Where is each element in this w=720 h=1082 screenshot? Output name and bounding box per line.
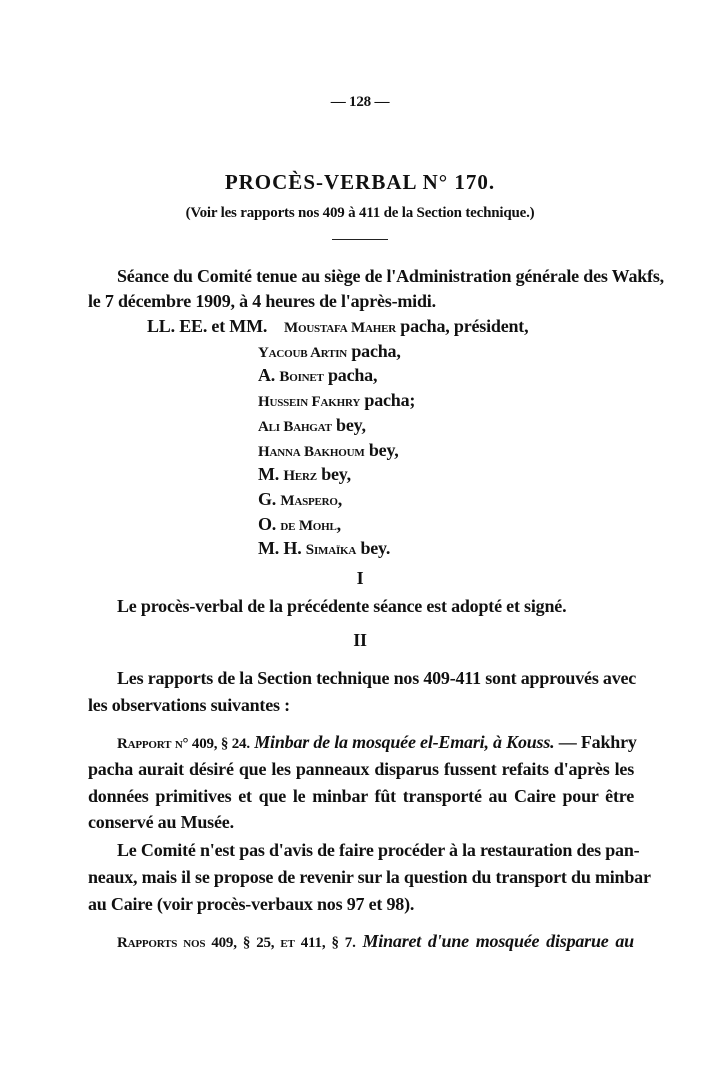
intro-line-1: Séance du Comité tenue au siège de l'Administration générale des Wakfs, [117,266,664,286]
attendee-title: bey, [331,414,366,435]
attendee-name: Yacoub Artin [258,344,348,361]
para2-line-1: Le Comité n'est pas d'avis de faire procéder à la restauration des pan- [117,840,640,860]
page-title: PROCÈS-VERBAL N° 170. [224,170,496,194]
attendee-title: , [337,488,343,509]
para1-line-2: les observations suivantes : [88,695,290,715]
attendee [258,440,399,462]
para1-line-1: Les rapports de la Section technique nos 409-411 sont approuvés avec [117,668,637,688]
subtitle: (Voir les rapports nos 409 à 411 de la Section technique.) [185,205,535,221]
rapport-1-line-3: données primitives et que le minbar fût transporté au Caire pour être [88,786,634,806]
section-1-text: Le procès-verbal de la précédente séance est adopté et signé. [117,596,567,616]
rapport-1-line-2: pacha aurait désiré que les panneaux disparus fussent refaits d'après les [88,759,634,779]
attendee [258,489,342,511]
attendee-title: , [336,513,341,534]
attendee-title: pacha, [347,340,401,361]
para2-line-2: neaux, mais il se propose de revenir sur la question du transport du minbar [88,867,651,887]
attendee [284,316,528,338]
attendee-title: bey, [316,464,351,485]
para2-line-3: au Caire (voir procès-verbaux nos 97 et 98). [88,894,415,914]
attendee [258,514,341,536]
rapport-1-heading [117,732,637,754]
attendee [258,415,366,437]
attendee-name: de Mohl [280,517,337,534]
divider [332,239,388,240]
attendee-initials: A. [258,365,280,386]
attendees-lead: LL. EE. et MM. [147,316,268,336]
rapport-label: Rapports nos 409, § 25, et 411, § 7. [117,935,356,951]
attendee-name: Ali Bahgat [258,418,332,435]
attendee-name: Hussein Fakhry [258,394,361,411]
attendee-title: bey, [364,439,399,460]
attendee-title: pacha, président, [395,316,529,336]
rapport-2-heading [117,931,634,953]
attendee-initials: G. [258,488,281,509]
attendee-initials: M. H. [258,538,306,559]
intro-line-2: le 7 décembre 1909, à 4 heures de l'après-midi. [88,291,436,311]
page-number: — 128 — [330,94,390,110]
attendee [258,538,390,560]
attendee [258,464,351,486]
attendee-title: pacha, [323,365,378,386]
attendee-name: Simaïka [305,542,357,559]
rapport-label: Rapport n° 409, § 24. [117,736,250,752]
attendee-name: Herz [283,468,317,485]
attendee-title: bey. [356,538,391,559]
attendee [258,365,377,387]
attendee [258,390,415,412]
section-numeral-1: I [356,568,364,588]
attendee-initials: O. [258,513,281,534]
attendee-name: Hanna Bakhoum [258,443,365,460]
rapport-title: Minaret d'une mosquée disparue au [362,931,634,951]
rapport-1-line-4: conservé au Musée. [88,812,234,832]
attendee [258,341,401,363]
rapport-text: — Fakhry [558,732,637,752]
attendee-name: Boinet [279,369,324,386]
attendee-title: pacha; [360,390,416,411]
attendee-name: Moustafa Maher [284,320,396,336]
attendee-name: Maspero [280,492,338,509]
section-numeral-2: II [353,630,367,650]
rapport-title: Minbar de la mosquée el-Emari, à Kouss. [254,732,555,752]
attendee-initials: M. [258,464,284,485]
